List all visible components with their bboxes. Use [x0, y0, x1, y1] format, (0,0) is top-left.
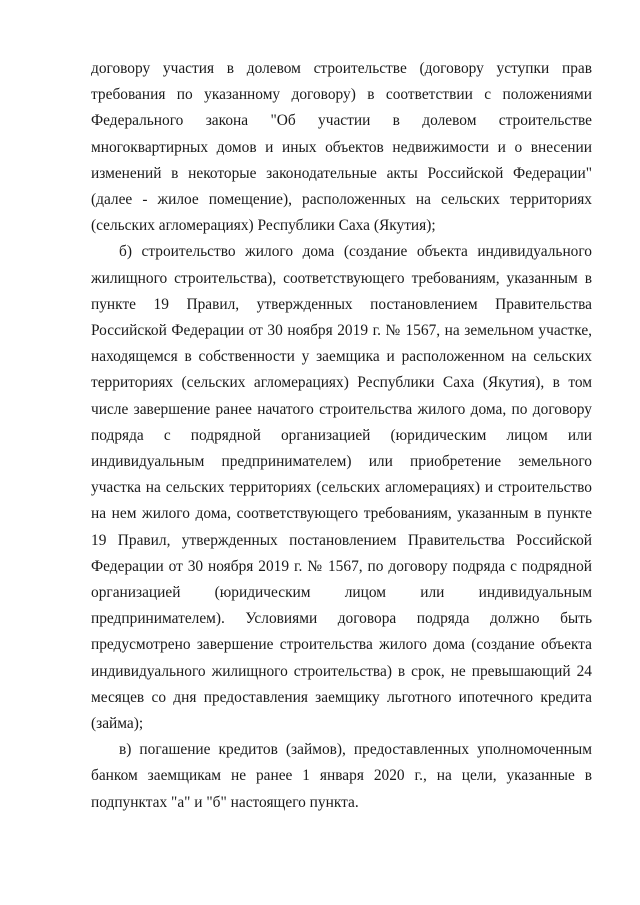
paragraph-item-v: в) погашение кредитов (займов), предоставленных уполномоченным банком заемщикам не ранее 1 января 2020 г., на цели, указанные в подпунктах "а" и "б" настоящего пункта. [91, 741, 592, 811]
paragraph-continuation: договору участия в долевом строительстве (договору уступки прав требования по указанному договору) в соответствии с положениями Федерального закона "Об участии в долевом строительстве многоквартирных домов и иных объектов недвижимости и о внесении изменений в некоторые законодательные акты Российской Федерации" (далее - жилое помещение), расположенных на сельских территориях (сельских агломерациях) Республики Саха (Якутия); [91, 60, 592, 235]
document-body [91, 56, 592, 816]
paragraph-item-b: б) строительство жилого дома (создание объекта индивидуального жилищного строительства), соответствующего требованиям, указанным в пункте 19 Правил, утвержденных постановлением Правительства Российской Федерации от 30 ноября 2019 г. № 1567, на земельном участке, находящемся в собственности у заемщика и расположенном на сельских территориях (сельских агломерациях) Республики Саха (Якутия), в том числе завершение ранее начатого строительства жилого дома, по договору подряда с подрядной организацией (юридическим лицом или индивидуальным предпринимателем) или приобретение земельного участка на сельских территориях (сельских агломерациях) и строительство на нем жилого дома, соответствующего требованиям, указанным в пункте 19 Правил, утвержденных постановлением Правительства Российской Федерации от 30 ноября 2019 г. № 1567, по договору подряда с подрядной организацией (юридическим лицом или индивидуальным предпринимателем). Условиями договора подряда должно быть предусмотрено завершение строительства жилого дома (создание объекта индивидуального жилищного строительства) в срок, не превышающий 24 месяцев со дня предоставления заемщику льготного ипотечного кредита (займа); [91, 243, 592, 733]
